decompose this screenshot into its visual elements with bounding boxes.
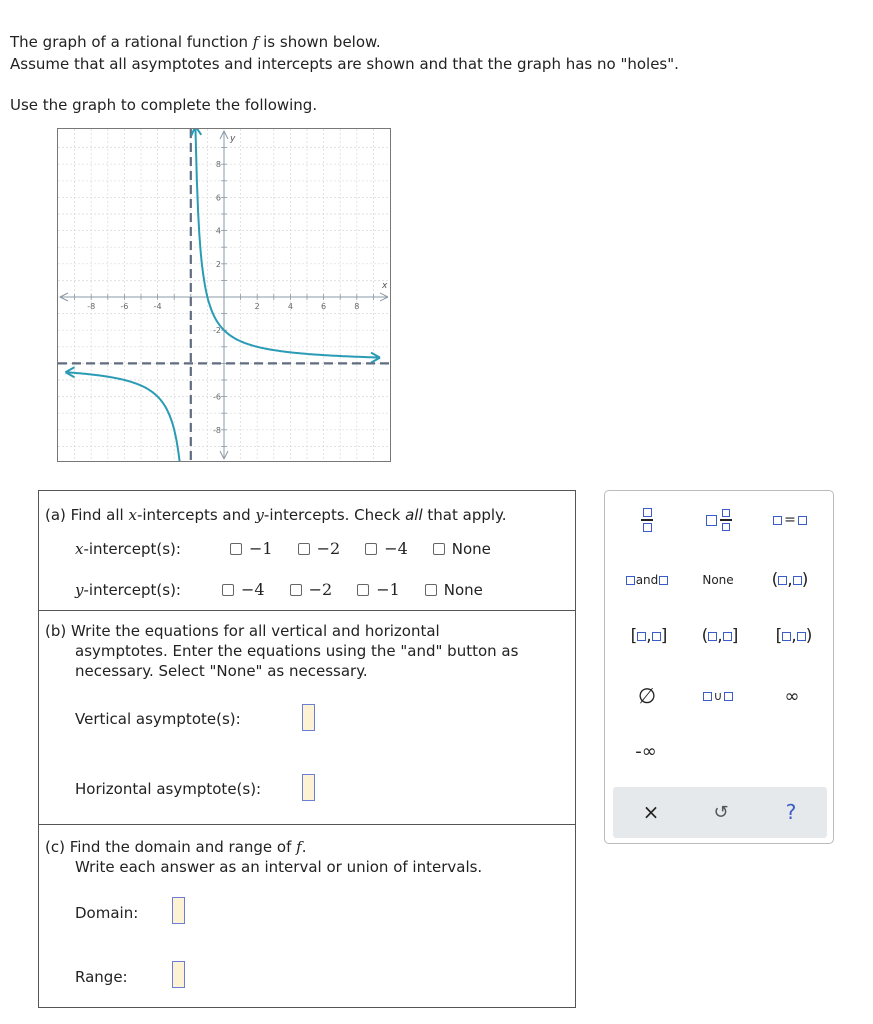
part-a-prompt: (a) Find all x-intercepts and y-intercepts. Check all that apply. (45, 506, 507, 524)
checkbox[interactable] (433, 543, 445, 555)
clear-icon[interactable]: × (642, 800, 660, 824)
part-b-asymptotes (38, 610, 576, 825)
y-tick-label: -6 (213, 392, 221, 402)
x-intercept-option-neg2[interactable]: −2 (298, 539, 341, 558)
y-axis-label: y (230, 134, 236, 144)
open-interval-button[interactable]: ( , ) (771, 570, 809, 590)
fraction-button[interactable] (623, 503, 671, 537)
horizontal-asymptote-label: Horizontal asymptote(s): (75, 780, 262, 798)
vertical-asymptote-input[interactable] (302, 704, 315, 731)
x-tick-label: 2 (254, 302, 260, 311)
checkbox[interactable] (365, 543, 377, 555)
y-intercept-option-neg2[interactable]: −2 (290, 580, 333, 599)
horizontal-asymptote-input[interactable] (302, 774, 315, 801)
negative-infinity-button[interactable]: -∞ (635, 740, 657, 762)
checkbox[interactable] (290, 584, 302, 596)
x-tick-label: -8 (87, 302, 96, 311)
checkbox[interactable] (357, 584, 369, 596)
y-intercept-label: y-intercept(s): (75, 580, 181, 599)
vertical-asymptote-label: Vertical asymptote(s): (75, 710, 241, 728)
empty-set-button[interactable]: ∅ (637, 684, 657, 708)
x-tick-label: -4 (153, 302, 162, 311)
instruction-line-3: Use the graph to complete the following. (10, 96, 318, 114)
undo-icon[interactable]: ↺ (713, 801, 729, 823)
closed-interval-button[interactable]: [ , ] (630, 626, 668, 646)
checkbox[interactable] (222, 584, 234, 596)
x-tick-label: 8 (354, 302, 360, 311)
instruction-line-1: The graph of a rational function f is shown below. (10, 33, 381, 51)
and-button[interactable]: and (619, 563, 675, 597)
checkbox[interactable] (230, 543, 242, 555)
x-axis-label: x (382, 281, 388, 291)
y-tick-label: -2 (213, 326, 221, 336)
infinity-button[interactable]: ∞ (784, 685, 800, 707)
x-tick-label: -6 (120, 302, 129, 311)
range-label: Range: (75, 968, 128, 986)
x-tick-label: 4 (287, 302, 293, 311)
x-intercept-row (75, 539, 516, 558)
y-intercept-option-neg1[interactable]: −1 (357, 580, 400, 599)
curve-left-branch (66, 372, 187, 461)
y-tick-label: 2 (215, 259, 221, 269)
y-tick-label: -8 (213, 425, 221, 435)
y-intercept-row (75, 580, 508, 599)
curve-right-branch (195, 129, 380, 358)
x-intercept-label: x-intercept(s): (75, 539, 181, 558)
range-input[interactable] (172, 961, 185, 988)
y-tick-label: 4 (215, 226, 221, 236)
y-tick-label: 6 (215, 193, 221, 203)
x-intercept-option-neg4[interactable]: −4 (365, 539, 408, 558)
part-c-prompt: (c) Find the domain and range of f. Write each answer as an interval or union of intervals. (45, 838, 483, 876)
left-open-interval-button[interactable]: ( , ] (701, 626, 739, 646)
part-b-prompt: (b) Write the equations for all vertical and horizontal asymptotes. Enter the equations using the "and" button as necessary. Select "None" as necessary. (45, 622, 519, 680)
graph-plot (58, 129, 390, 461)
union-button[interactable]: ∪ (689, 679, 747, 713)
mixed-number-button[interactable] (689, 503, 749, 537)
function-graph (57, 128, 391, 462)
math-input-palette (604, 490, 834, 844)
instructions (10, 31, 679, 116)
right-open-interval-button[interactable]: [ , ) (775, 626, 813, 646)
domain-input[interactable] (172, 897, 185, 924)
instruction-line-2: Assume that all asymptotes and intercepts are shown and that the graph has no "holes". (10, 55, 679, 73)
x-intercept-option-neg1[interactable]: −1 (230, 539, 273, 558)
part-c-domain-range (38, 824, 576, 1008)
checkbox[interactable] (298, 543, 310, 555)
domain-label: Domain: (75, 904, 139, 922)
none-button[interactable]: None (702, 573, 734, 587)
equals-button[interactable]: = (757, 503, 823, 537)
y-intercept-option-none[interactable]: None (425, 581, 483, 599)
x-tick-label: 6 (321, 302, 327, 311)
palette-control-bar (613, 787, 827, 838)
x-intercept-option-none[interactable]: None (433, 540, 491, 558)
checkbox[interactable] (425, 584, 437, 596)
y-intercept-option-neg4[interactable]: −4 (222, 580, 265, 599)
y-tick-label: 8 (215, 160, 221, 170)
help-icon[interactable]: ? (785, 800, 797, 824)
part-a-intercepts (38, 490, 576, 611)
